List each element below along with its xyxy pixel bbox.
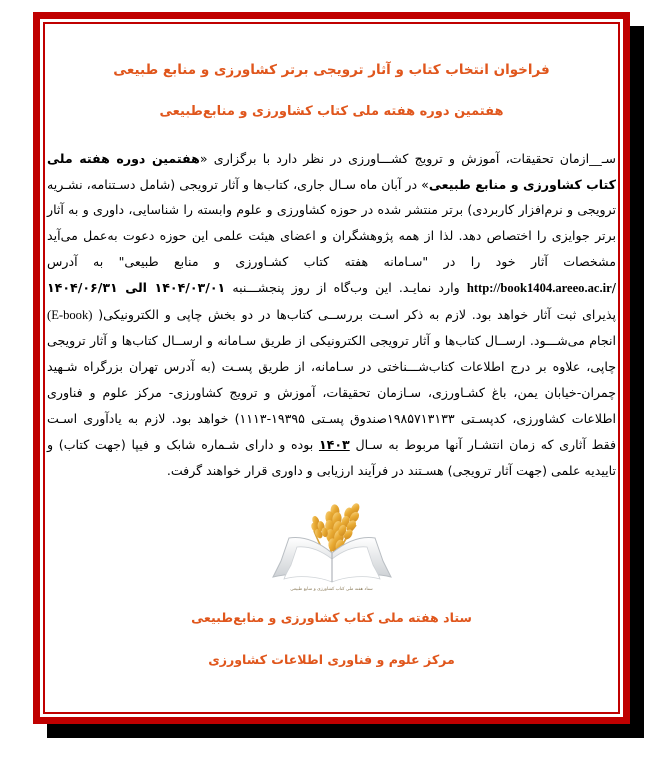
paragraph-segment-6: صندوق پسـتی	[304, 410, 387, 426]
po-box-number: ۱۹۳۹۵-۱۱۱۳	[239, 410, 305, 426]
postal-code: ۱۹۸۵۷۱۳۱۳۳	[386, 410, 455, 426]
event-name-bold: هفتمین دوره هفته ملی کتاب کشاورزی و منابع طبیعی	[47, 150, 616, 192]
submission-end-date: ۱۴۰۴/۰۶/۳۱	[47, 279, 118, 295]
footer-block	[47, 608, 616, 670]
title-block	[47, 60, 616, 122]
submission-start-date: ۱۴۰۴/۰۳/۰۱	[154, 279, 226, 295]
page-title: فراخوان انتخاب کتاب و آثار ترویجی برتر کشاورزی و منابع طبیعی	[113, 62, 550, 78]
page-subtitle: هفتمین دوره هفته ملی کتاب کشاورزی و منابع‌طبیعی	[159, 104, 504, 120]
paragraph-segment-5: انجام می‌شـــود. ارســال کتاب‌ها و آثار ترویجی الکترونیکی از طریق سـامانه و ارســال کتاب‌ها و آثار ترویجی چاپی، علاوه بر درج اطلاعات کتاب‌شـــناختی در سـامانه، از طریق پسـت (به آدرس تهران بزرگراه شـهید چمران-خیابان یمن، باغ کشـاورزی، سـازمان تحقیقات، آموزش و ترویج کشاورزی- مرکز علوم و فناوری اطلاعات کشاورزی، کدپسـتی	[47, 333, 616, 426]
paragraph-segment-7: ) خواهد بود. لازم به یادآوری اسـت فقط آثاری که زمان انتشـار آنها مربوط به سـال	[47, 410, 616, 452]
logo-caption: ستاد هفته ملی کتاب کشاورزی و منابع طبیعی	[290, 587, 373, 593]
footer-center: مرکز علوم و فناوری اطلاعات کشاورزی	[208, 652, 455, 668]
footer-organizer: ستاد هفته ملی کتاب کشاورزی و منابع‌طبیعی	[191, 610, 472, 626]
book-and-wheat-icon	[237, 497, 427, 589]
organization-logo	[237, 497, 427, 592]
date-range-separator: الی	[117, 279, 155, 295]
announcement-paragraph	[47, 146, 616, 484]
paragraph-segment-8: بوده و دارای شـماره شابک و فیپا (جهت کتاب) و تاییدیه علمی (جهت آثار ترویجی) هسـتند در فرآیند ارزیابی و داوری قرار خواهند گرفت.	[47, 436, 616, 478]
submission-portal-url[interactable]: http://book1404.areeo.ac.ir	[466, 280, 612, 295]
paragraph-segment-1: سـ__ازمان تحقیقات، آموزش و ترویج کشـــاورزی در نظر دارد با برگزاری «	[199, 150, 616, 166]
ebook-term: (E-book)	[47, 307, 93, 322]
document-content	[33, 12, 630, 724]
paragraph-segment-4: پذیرای ثبت آثار خواهد بود. لازم به ذکر اسـت بررســی کتاب‌ها در دو بخش چاپی و الکترونیکی(	[92, 306, 616, 322]
paragraph-segment-2: » در آبان ماه سـال جاری، کتاب‌ها و آثار ترویجی (شامل دسـتنامه، نشـریه ترویجی و نرم‌افزار کاربردی) برتر منتشر شده در حوزه کشاورزی و علوم وابسته را شناسایی، داوری و به آثار برتر جوایزی را اختصاص دهد. لذا از همه پژوهشگران و اعضای هیئت علمی این حوزه دعوت به‌عمل می‌آید مشخصات آثار خود را در "سـامانه هفته کتاب کشـاورزی و منابع طبیعی" به آدرس /	[47, 176, 616, 295]
paragraph-segment-3: وارد نمایـد. این وب‌گاه از روز پنجشـــنبه	[225, 279, 467, 295]
eligible-publication-year: ۱۴۰۳	[318, 436, 350, 452]
